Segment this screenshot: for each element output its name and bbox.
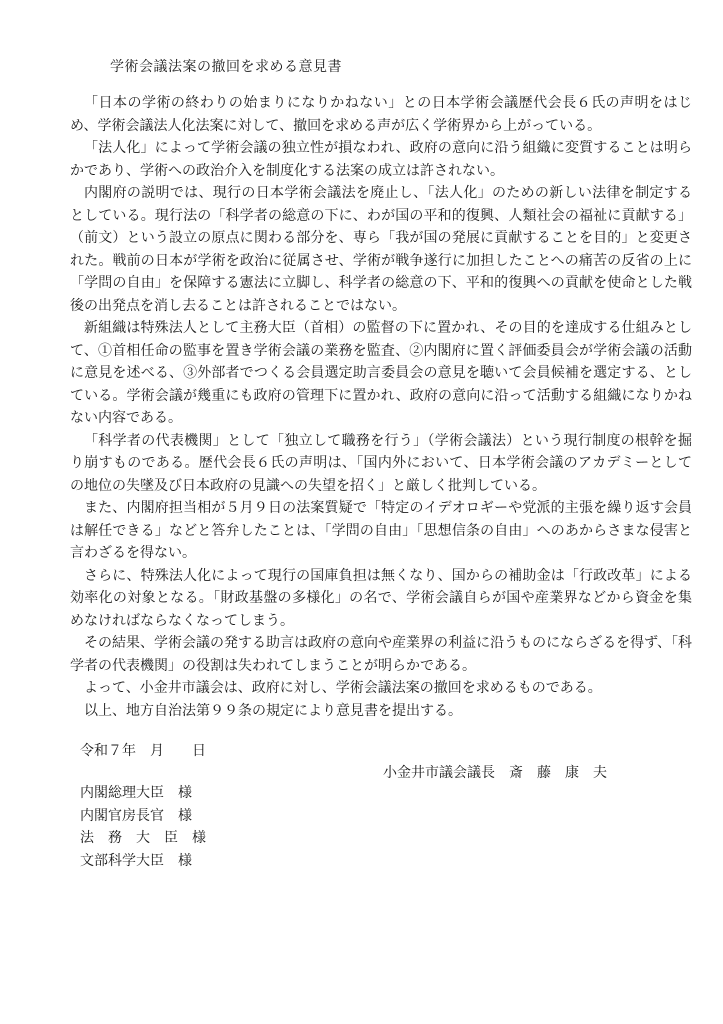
document-title: 学術会議法案の撤回を求める意見書 — [110, 59, 342, 75]
signer-name: 小金井市議会議長 斎 藤 康 夫 — [383, 765, 607, 781]
recipient-item: 文部科学大臣 様 — [80, 852, 192, 869]
paragraph: 「法人化」によって学術会議の独立性が損なわれ、政府の意向に沿う組織に変質することは明らかであり、学術への政治介入を制度化する法案の成立は許されない。 — [70, 140, 692, 179]
paragraph: その結果、学術会議の発する助言は政府の意向や産業界の利益に沿うものにならざるを得ず、「科学者の代表機関」の役割は失われてしまうことが明らかである。 — [70, 635, 692, 674]
document-body — [70, 92, 692, 722]
paragraph: また、内閣府担当相が５月９日の法案質疑で「特定のイデオロギーや党派的主張を繰り返す会員は解任できる」などと答弁したことは、「学問の自由」「思想信条の自由」へのあからさまな侵害と言わざるを得ない。 — [70, 500, 692, 561]
paragraph: さらに、特殊法人化によって現行の国庫負担は無くなり、国からの補助金は「行政改革」による効率化の対象となる。「財政基盤の多様化」の名で、学術会議自らが国や産業界などから資金を集めなければならなくなってしまう。 — [70, 567, 692, 629]
document-date: 令和７年 月 日 — [80, 743, 206, 759]
paragraph: 内閣府の説明では、現行の日本学術会議法を廃止し、「法人化」のための新しい法律を制定するとしている。現行法の「科学者の総意の下に、わが国の平和的復興、人類社会の福祉に貢献する」（前文）という設立の原点に関わる部分を、専ら「我が国の発展に貢献することを目的」と変更された。戦前の日本が学術を政治に従属させ、学術が戦争遂行に加担したことへの痛苦の反省の上に「学問の自由」を保障する憲法に立脚し、科学者の総意の下、平和的復興への貢献を使命とした戦後の出発点を消し去ることは許されることではない。 — [70, 185, 692, 314]
paragraph: 新組織は特殊法人として主務大臣（首相）の監督の下に置かれ、その目的を達成する仕組みとして、①首相任命の監事を置き学術会議の業務を監査、②内閣府に置く評価委員会が学術会議の活動に意見を述べる、③外部者でつくる会員選定助言委員会の意見を聴いて会員候補を選定する、としている。学術会議が幾重にも政府の管理下に置かれ、政府の意向に沿って活動する組織になりかねない内容である。 — [70, 320, 692, 426]
paragraph: 「科学者の代表機関」として「独立して職務を行う」（学術会議法）という現行制度の根幹を掘り崩すものである。歴代会長６氏の声明は、「国内外において、日本学術会議のアカデミーとしての地位の失墜及び日本政府の見識への失望を招く」と厳しく批判している。 — [70, 432, 692, 494]
recipient-item: 法 務 大 臣 様 — [80, 830, 206, 846]
recipient-item: 内閣総理大臣 様 — [80, 785, 192, 801]
paragraph: よって、小金井市議会は、政府に対し、学術会議法案の撤回を求めるものである。 — [84, 680, 602, 696]
paragraph: 以上、地方自治法第９９条の規定により意見書を提出する。 — [84, 702, 462, 719]
recipient-list — [80, 782, 206, 872]
recipient-item: 内閣官房長官 様 — [80, 807, 192, 824]
paragraph: 「日本の学術の終わりの始まりになりかねない」との日本学術会議歴代会長６氏の声明をはじめ、学術会議法人化法案に対して、撤回を求める声が広く学術界から上がっている。 — [70, 95, 692, 134]
